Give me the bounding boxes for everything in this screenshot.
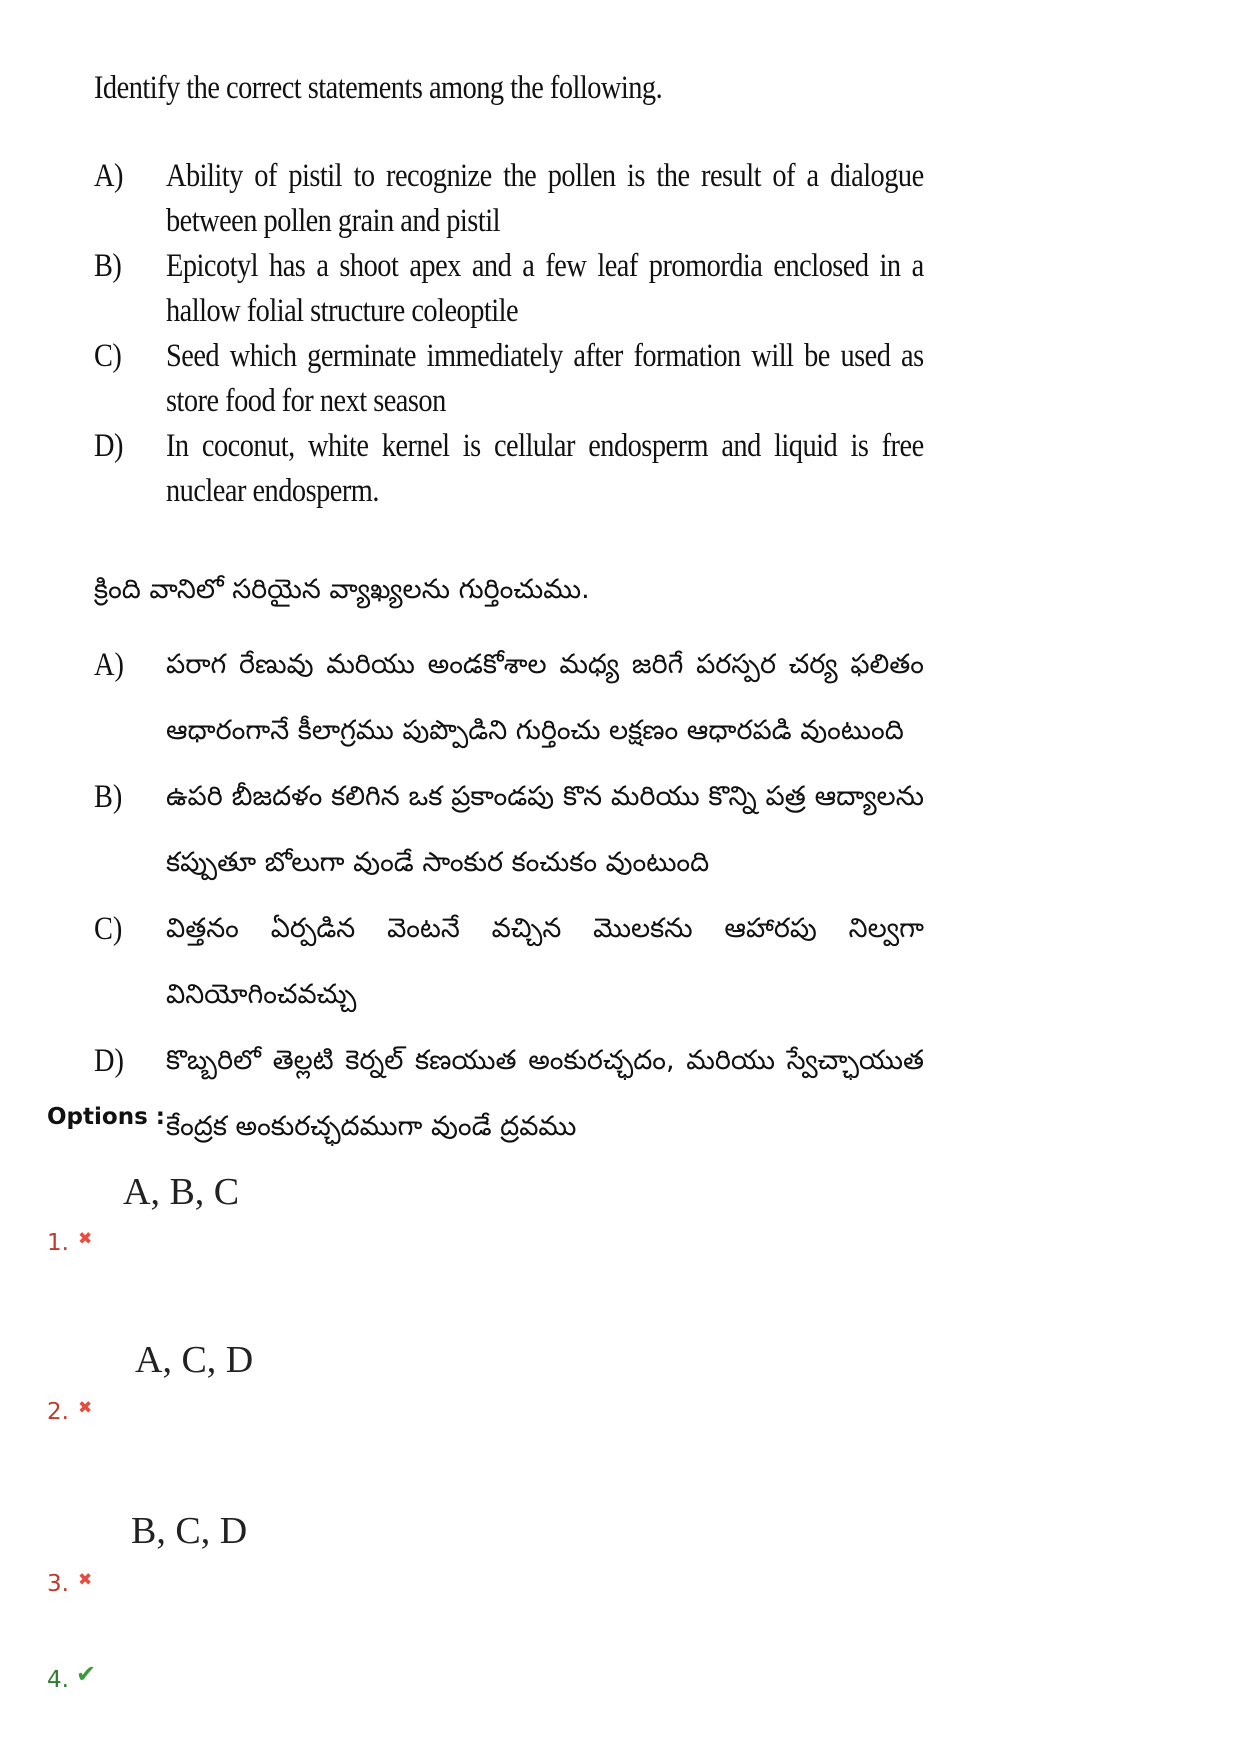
- options-label: Options :: [47, 1104, 165, 1130]
- question-block: [94, 68, 924, 1160]
- cross-icon: ✖: [78, 1229, 93, 1249]
- telugu-statement-text: ఉపరి బీజదళం కలిగిన ఒక ప్రకాండపు కొన మరియు కొన్ని పత్ర ఆద్యాలను కప్పుతూ బోలుగా వుండే సాంకుర కంచుకం వుంటుంది: [166, 781, 924, 878]
- option-text: A, B, C: [123, 1171, 240, 1213]
- question-heading: Identify the correct statements among the following.: [94, 70, 663, 106]
- option-text: A, C, D: [135, 1339, 254, 1381]
- option-3[interactable]: [0, 1499, 1240, 1639]
- option-2[interactable]: [0, 1327, 1240, 1467]
- statement-letter: C): [94, 338, 122, 374]
- statement-text: In coconut, white kernel is cellular endosperm and liquid is free nuclear endosperm.: [166, 428, 924, 509]
- statement-letter: B): [94, 779, 123, 815]
- statement-letter: D): [94, 428, 123, 464]
- statement-item: [94, 334, 924, 424]
- statement-item: [94, 154, 924, 244]
- option-number: 1.: [47, 1230, 69, 1256]
- statement-letter: B): [94, 248, 122, 284]
- statement-letter: A): [94, 647, 124, 683]
- option-4[interactable]: [0, 1640, 1240, 1720]
- statement-text: Ability of pistil to recognize the pollen is the result of a dialogue between pollen grain and pistil: [166, 158, 924, 239]
- telugu-statement-item: [94, 632, 924, 764]
- telugu-statement-item: [94, 896, 924, 1028]
- statement-list: [94, 154, 924, 514]
- statement-letter: C): [94, 911, 123, 947]
- statement-text: Epicotyl has a shoot apex and a few leaf promordia enclosed in a hallow folial structure coleoptile: [166, 248, 924, 329]
- telugu-statement-list: [94, 632, 924, 1160]
- option-text: B, C, D: [131, 1510, 248, 1552]
- option-number: 4.: [47, 1667, 69, 1693]
- statement-letter: A): [94, 158, 123, 194]
- telugu-question-heading: క్రింది వానిలో సరియైన వ్యాఖ్యలను గుర్తించుము.: [94, 574, 590, 605]
- statement-item: [94, 424, 924, 514]
- telugu-statement-text: విత్తనం ఏర్పడిన వెంటనే వచ్చిన మొలకను ఆహారపు నిల్వగా వినియోగించవచ్చు: [166, 913, 924, 1010]
- option-number: 2.: [47, 1399, 69, 1425]
- telugu-statement-item: [94, 1028, 924, 1160]
- cross-icon: ✖: [78, 1570, 93, 1590]
- telugu-statement-item: [94, 764, 924, 896]
- statement-letter: D): [94, 1043, 124, 1079]
- statement-text: Seed which germinate immediately after formation will be used as store food for next season: [166, 338, 924, 419]
- option-1[interactable]: [0, 1160, 1240, 1300]
- telugu-statement-text: కొబ్బరిలో తెల్లటి కెర్నల్ కణయుత అంకురచ్ఛదం, మరియు స్వేచ్ఛాయుత కేంద్రక అంకురచ్ఛదముగా వుండే ద్రవము: [166, 1045, 924, 1142]
- check-icon: ✔: [76, 1660, 97, 1688]
- option-number: 3.: [47, 1571, 69, 1597]
- telugu-statement-text: పరాగ రేణువు మరియు అండకోశాల మధ్య జరిగే పరస్పర చర్య ఫలితం ఆధారంగానే కీలాగ్రము పుప్పొడిని గుర్తించు లక్షణం ఆధారపడి వుంటుంది: [166, 649, 924, 746]
- statement-item: [94, 244, 924, 334]
- cross-icon: ✖: [78, 1398, 93, 1418]
